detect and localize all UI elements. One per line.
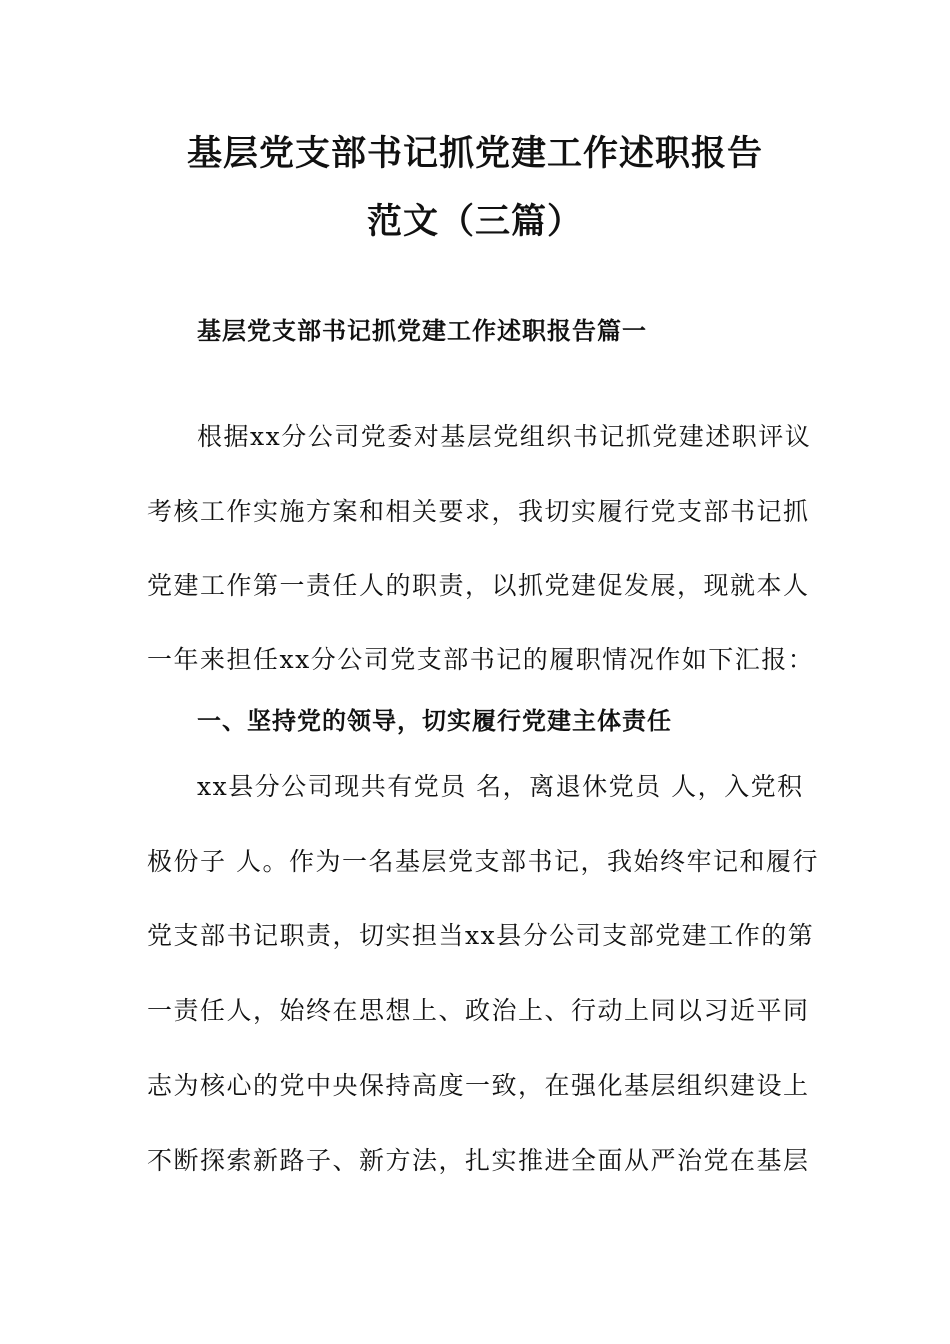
paragraph-1-line-2: 考核工作实施方案和相关要求，我切实履行党支部书记抓 (147, 497, 810, 526)
paragraph-1-line-1: 根据xx分公司党委对基层党组织书记抓党建述职评议 (197, 422, 812, 451)
document-title-line-1: 基层党支部书记抓党建工作述职报告 (186, 133, 763, 174)
paragraph-2-line-1: xx县分公司现共有党员 名，离退休党员 人，入党积 (197, 772, 804, 801)
paragraph-1-line-4: 一年来担任xx分公司党支部书记的履职情况作如下汇报： (147, 645, 815, 674)
section-heading: 基层党支部书记抓党建工作述职报告篇一 (197, 317, 647, 345)
paragraph-2-line-2: 极份子 人。作为一名基层党支部书记，我始终牢记和履行 (147, 847, 819, 876)
paragraph-1-line-3: 党建工作第一责任人的职责，以抓党建促发展，现就本人 (147, 571, 810, 600)
paragraph-2-line-6: 不断探索新路子、新方法，扎实推进全面从严治党在基层 (147, 1146, 810, 1175)
paragraph-2-line-5: 志为核心的党中央保持高度一致，在强化基层组织建设上 (147, 1071, 810, 1100)
paragraph-2-line-4: 一责任人，始终在思想上、政治上、行动上同以习近平同 (147, 996, 810, 1025)
document-title-line-2: 范文（三篇） (366, 201, 583, 242)
paragraph-2-line-3: 党支部书记职责，切实担当xx县分公司支部党建工作的第 (147, 921, 815, 950)
subheading-1: 一、坚持党的领导，切实履行党建主体责任 (197, 707, 672, 735)
